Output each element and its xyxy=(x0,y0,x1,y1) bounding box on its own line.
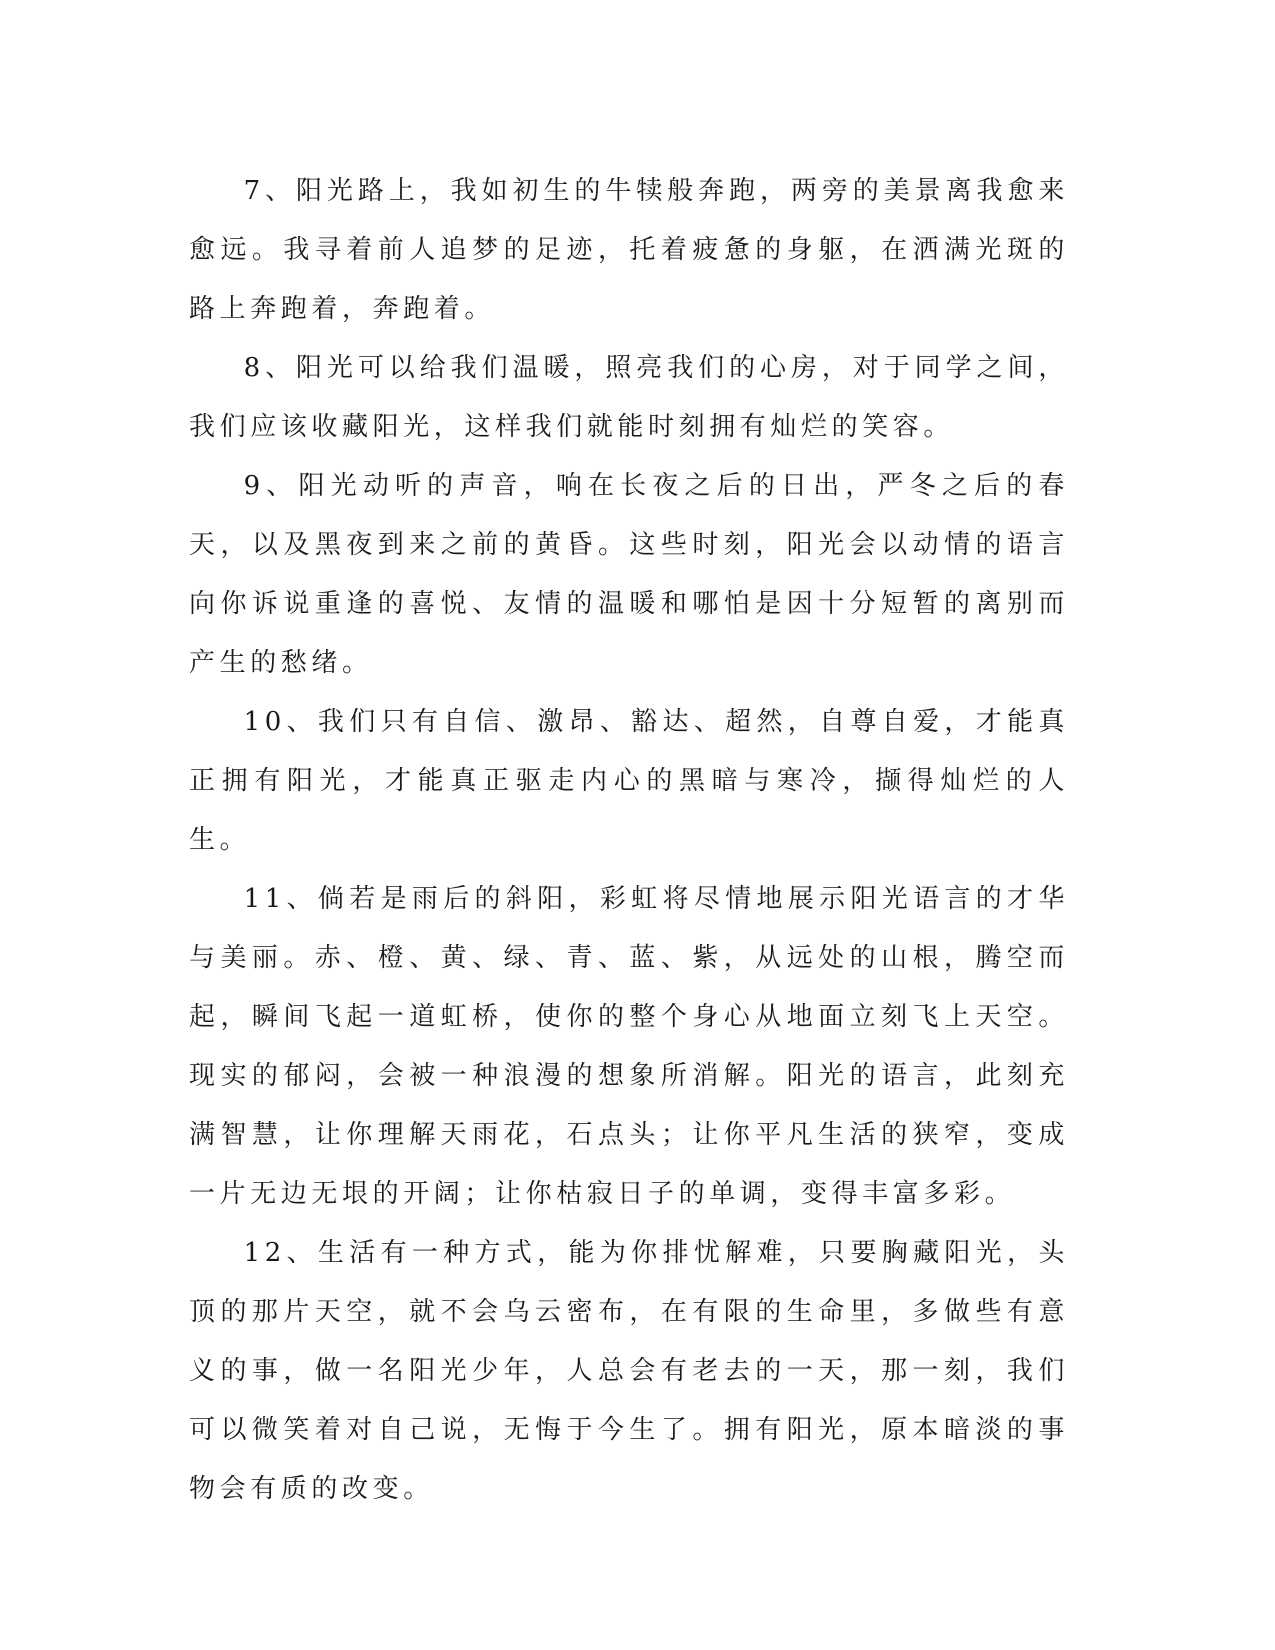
paragraph-12: 12、生活有一种方式，能为你排忧解难，只要胸藏阳光，头顶的那片天空，就不会乌云密布，在有限的生命里，多做些有意义的事，做一名阳光少年，人总会有老去的一天，那一刻，我们可以微笑着对自己说，无悔于今生了。拥有阳光，原本暗淡的事物会有质的改变。 xyxy=(189,1238,1069,1504)
paragraph-10: 10、我们只有自信、激昂、豁达、超然，自尊自爱，才能真正拥有阳光，才能真正驱走内心的黑暗与寒冷，撷得灿烂的人生。 xyxy=(189,707,1069,855)
paragraph-11: 11、倘若是雨后的斜阳，彩虹将尽情地展示阳光语言的才华与美丽。赤、橙、黄、绿、青、蓝、紫，从远处的山根，腾空而起，瞬间飞起一道虹桥，使你的整个身心从地面立刻飞上天空。现实的郁闷，会被一种浪漫的想象所消解。阳光的语言，此刻充满智慧，让你理解天雨花，石点头；让你平凡生活的狭窄，变成一片无边无垠的开阔；让你枯寂日子的单调，变得丰富多彩。 xyxy=(189,884,1069,1209)
paragraph-7: 7、阳光路上，我如初生的牛犊般奔跑，两旁的美景离我愈来愈远。我寻着前人追梦的足迹，托着疲惫的身躯，在洒满光斑的路上奔跑着，奔跑着。 xyxy=(189,176,1069,324)
paragraph-9: 9、阳光动听的声音，响在长夜之后的日出，严冬之后的春天，以及黑夜到来之前的黄昏。这些时刻，阳光会以动情的语言向你诉说重逢的喜悦、友情的温暖和哪怕是因十分短暂的离别而产生的愁绪。 xyxy=(189,471,1069,678)
paragraph-8: 8、阳光可以给我们温暖，照亮我们的心房，对于同学之间，我们应该收藏阳光，这样我们就能时刻拥有灿烂的笑容。 xyxy=(189,353,1069,442)
document-body xyxy=(189,162,1069,1519)
